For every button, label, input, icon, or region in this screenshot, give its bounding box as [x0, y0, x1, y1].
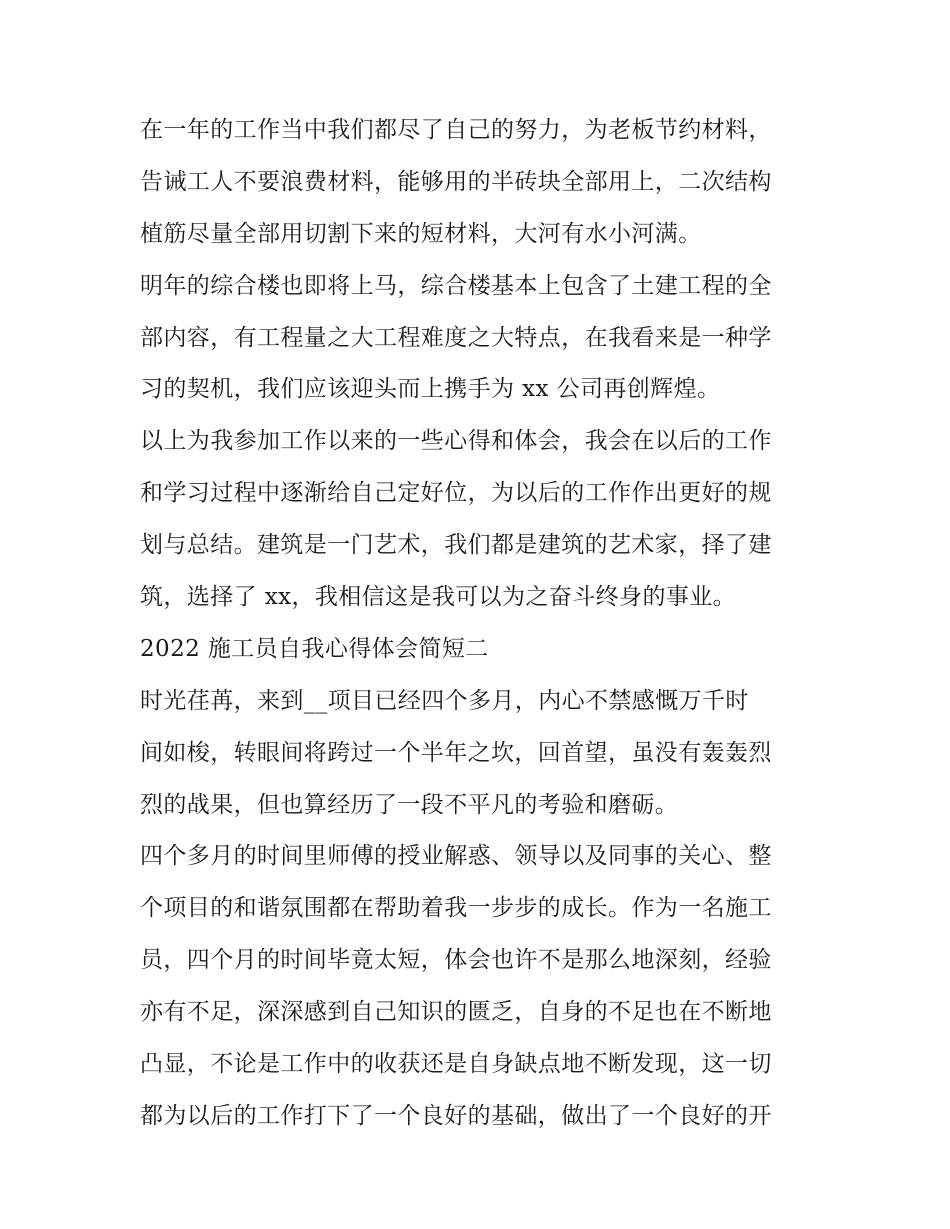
text-line: 和学习过程中逐渐给自己定好位，为以后的工作作出更好的规	[140, 480, 772, 507]
text-line: 间如梭，转眼间将跨过一个半年之坎，回首望，虽没有轰轰烈	[140, 739, 772, 766]
text-line: 时光荏苒，来到__项目已经四个多月，内心不禁感慨万千时	[140, 687, 749, 714]
text-line: 明年的综合楼也即将上马，综合楼基本上包含了土建工程的全	[140, 272, 772, 299]
text-line: 部内容，有工程量之大工程难度之大特点，在我看来是一种学	[140, 324, 772, 351]
text-line: 四个多月的时间里师傅的授业解惑、领导以及同事的关心、整	[140, 843, 772, 870]
text-line: 员，四个月的时间毕竟太短，体会也许不是那么地深刻，经验	[140, 947, 772, 974]
text-line: 以上为我参加工作以来的一些心得和体会，我会在以后的工作	[140, 428, 772, 455]
text-line: 凸显，不论是工作中的收获还是自身缺点地不断发现，这一切	[140, 1051, 772, 1078]
text-line: 烈的战果，但也算经历了一段不平凡的考验和磨砺。	[140, 791, 679, 818]
text-line: 告诫工人不要浪费材料，能够用的半砖块全部用上，二次结构	[140, 168, 772, 195]
text-line: 在一年的工作当中我们都尽了自己的努力，为老板节约材料，	[140, 117, 772, 143]
text-line: 植筋尽量全部用切割下来的短材料，大河有水小河满。	[140, 220, 702, 247]
text-line: 都为以后的工作打下了一个良好的基础，做出了一个良好的开	[140, 1102, 772, 1129]
section-heading: 2022 施工员自我心得体会简短二	[140, 635, 489, 662]
text-line: 习的契机，我们应该迎头而上携手为 xx 公司再创辉煌。	[140, 376, 721, 403]
text-line: 划与总结。建筑是一门艺术，我们都是建筑的艺术家，择了建	[140, 532, 772, 559]
document-body	[140, 105, 820, 1143]
text-line: 筑，选择了 xx，我相信这是我可以为之奋斗终身的事业。	[140, 584, 737, 611]
text-line: 个项目的和谐氛围都在帮助着我一步步的成长。作为一名施工	[140, 895, 772, 922]
text-line: 亦有不足，深深感到自己知识的匮乏，自身的不足也在不断地	[140, 999, 772, 1026]
